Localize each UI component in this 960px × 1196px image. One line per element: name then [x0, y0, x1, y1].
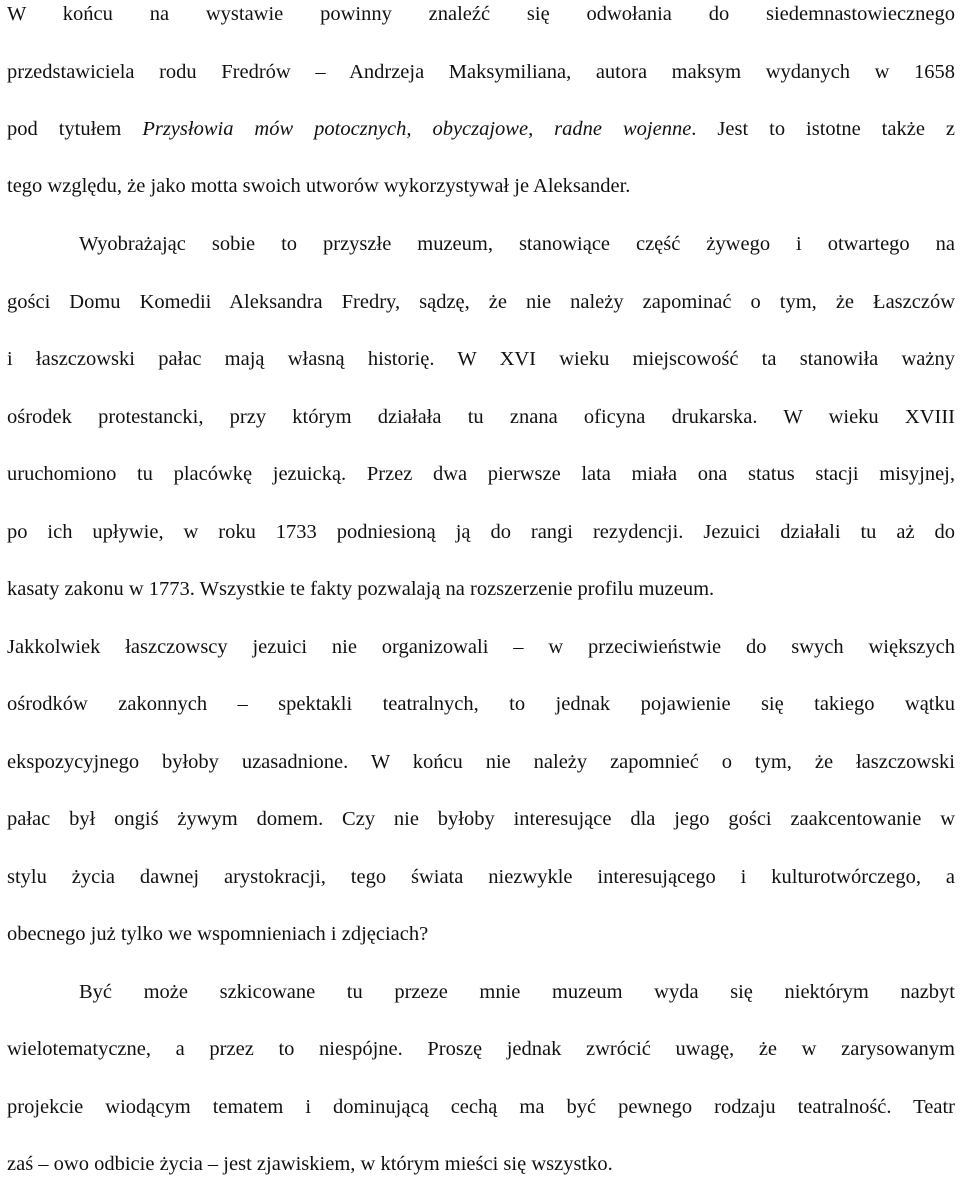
text-line: zaś – owo odbicie życia – jest zjawiskiem, w którym mieści się wszystko. — [7, 1153, 613, 1175]
text-line: ośrodek protestancki, przy którym działała tu znana oficyna drukarska. W wieku XVIII — [7, 406, 955, 428]
text-line: Jakkolwiek łaszczowscy jezuici nie organizowali – w przeciwieństwie do swych większych — [7, 636, 955, 658]
text-line: ekspozycyjnego byłoby uzasadnione. W końcu nie należy zapomnieć o tym, że łaszczowski — [7, 751, 955, 773]
text-line: kasaty zakonu w 1773. Wszystkie te fakty pozwalają na rozszerzenie profilu muzeum. — [7, 578, 715, 600]
text-line: gości Domu Komedii Aleksandra Fredry, sądzę, że nie należy zapominać o tym, że Łaszczów — [7, 291, 955, 313]
text-line: Wyobrażając sobie to przyszłe muzeum, stanowiące część żywego i otwartego na — [79, 233, 955, 255]
text-line: W końcu na wystawie powinny znaleźć się odwołania do siedemnastowiecznego — [7, 3, 955, 25]
text-line: tego względu, że jako motta swoich utworów wykorzystywał je Aleksander. — [7, 175, 631, 197]
text-line: ośrodków zakonnych – spektakli teatralnych, to jednak pojawienie się takiego wątku — [7, 693, 955, 715]
text-line: Być może szkicowane tu przeze mnie muzeum wyda się niektórym nazbyt — [79, 981, 955, 1003]
text-line: po ich upływie, w roku 1733 podniesioną ją do rangi rezydencji. Jezuici działali tu aż do — [7, 521, 955, 543]
text-line: przedstawiciela rodu Fredrów – Andrzeja Maksymiliana, autora maksym wydanych w 1658 — [7, 61, 955, 83]
text-line: pałac był ongiś żywym domem. Czy nie byłoby interesujące dla jego gości zaakcentowanie w — [7, 808, 955, 830]
text-line — [7, 119, 955, 140]
text-line: uruchomiono tu placówkę jezuicką. Przez dwa pierwsze lata miała ona status stacji misyjnej, — [7, 463, 955, 485]
text-line: i łaszczowski pałac mają własną historię. W XVI wieku miejscowość ta stanowiła ważny — [7, 348, 955, 370]
text-line: wielotematyczne, a przez to niespójne. Proszę jednak zwrócić uwagę, że w zarysowanym — [7, 1038, 955, 1060]
text-line: stylu życia dawnej arystokracji, tego świata niezwykle interesującego i kulturotwórczego, a — [7, 866, 955, 888]
text-run: pod tytułem — [7, 118, 143, 140]
italic-book-title: Przysłowia mów potocznych, obyczajowe, radne wojenne — [142, 118, 692, 140]
text-line: obecnego już tylko we wspomnieniach i zdjęciach? — [7, 923, 429, 945]
text-line: projekcie wiodącym tematem i dominującą cechą ma być pewnego rodzaju teatralność. Teatr — [7, 1096, 955, 1118]
text-run: . Jest to istotne także z — [691, 118, 955, 140]
